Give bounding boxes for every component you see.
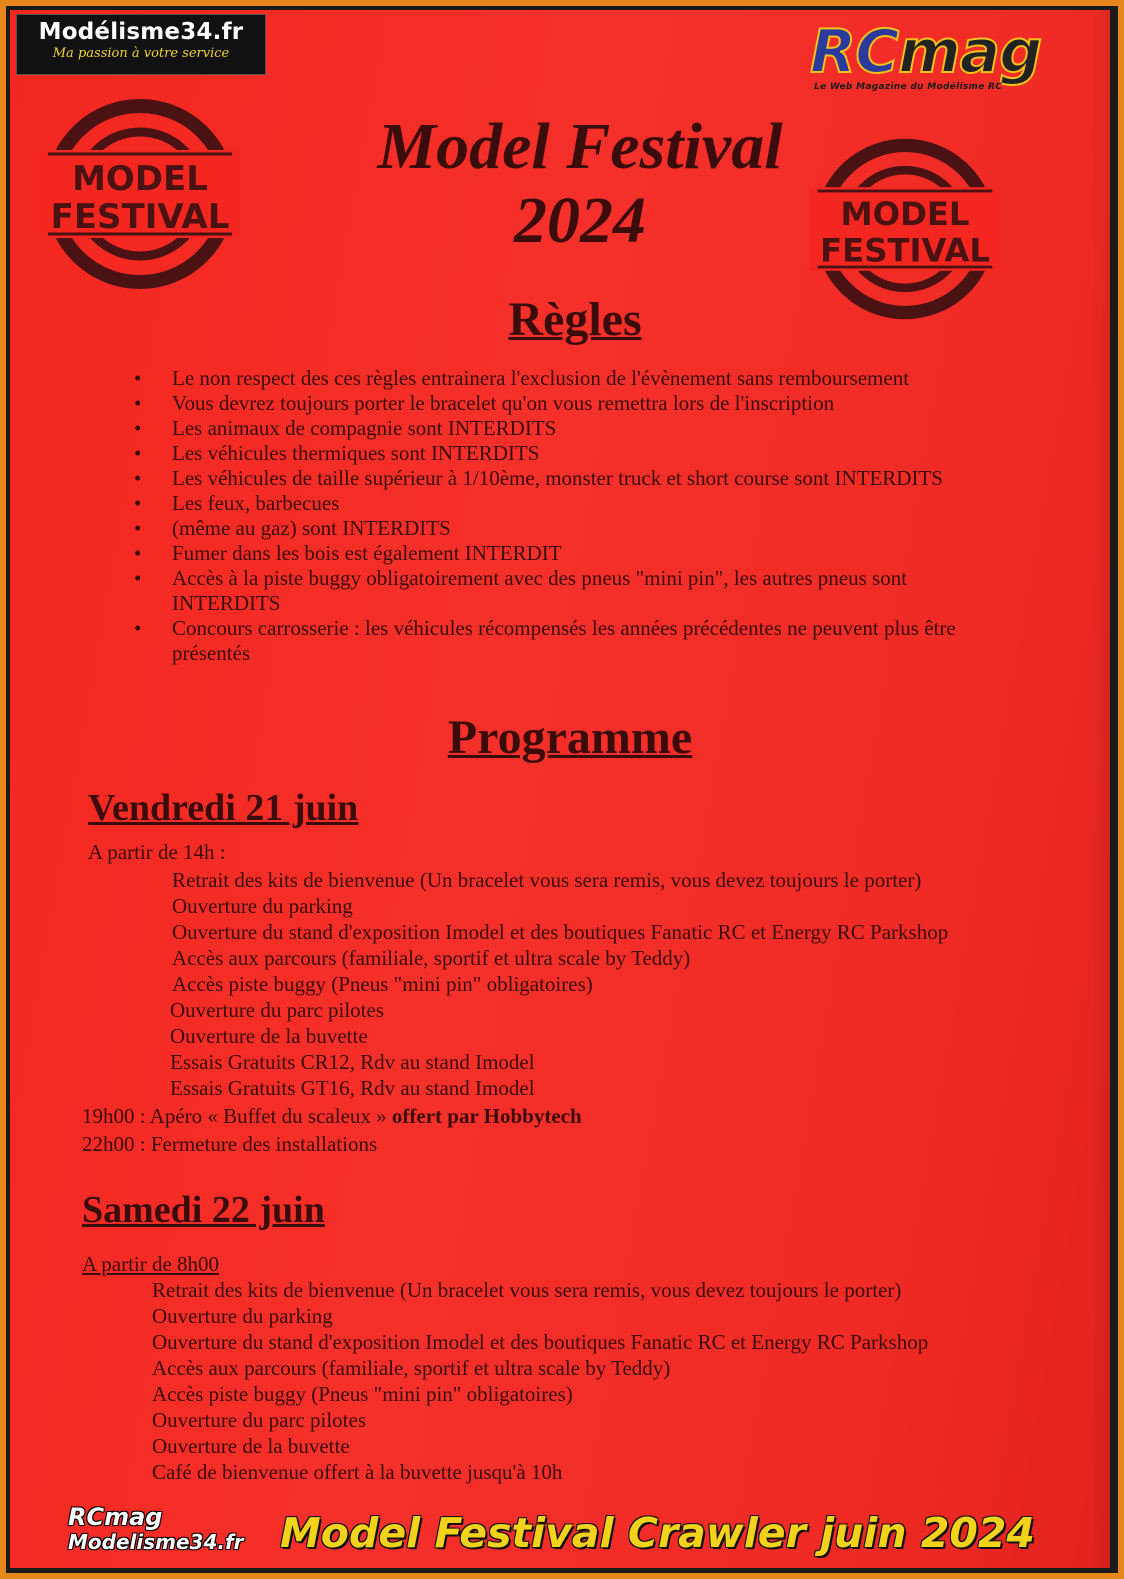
list-item: Ouverture de la buvette	[170, 1024, 368, 1048]
list-item: • (même au gaz) sont INTERDITS	[134, 516, 451, 540]
programme-heading: Programme	[447, 711, 693, 764]
saturday-start: A partir de 8h00	[82, 1252, 220, 1276]
site-badge-name: Modélisme34.fr	[38, 19, 244, 45]
list-item: Ouverture du parc pilotes	[170, 998, 385, 1022]
list-item: Ouverture du parc pilotes	[152, 1408, 367, 1432]
friday-apero: 19h00 : Apéro « Buffet du scaleux » offert par Hobbytech	[82, 1104, 582, 1128]
friday-start: A partir de 14h :	[88, 840, 226, 864]
stamp-left-line2: FESTIVAL	[50, 197, 230, 237]
rcmag-logo-mag: mag	[898, 17, 1042, 87]
list-item: Essais Gratuits CR12, Rdv au stand Imodel	[170, 1050, 535, 1074]
stamp-left-line1: MODEL	[72, 159, 208, 199]
footer-brand-logo	[68, 1504, 268, 1554]
poster-title-line2: 2024	[514, 184, 646, 257]
list-item: • Concours carrosserie : les véhicules récompensés les années précédentes ne peuvent plus être présentés	[134, 616, 956, 665]
footer-brand-line2: Modelisme34.fr	[68, 1530, 244, 1554]
list-item: Ouverture du parking	[172, 894, 353, 918]
list-item: • Les feux, barbecues	[134, 491, 340, 515]
footer-caption: Model Festival Crawler juin 2024	[280, 1509, 1035, 1557]
stamp-right-line1: MODEL	[840, 195, 970, 234]
rules-heading: Règles	[508, 293, 642, 346]
list-item: • Les véhicules de taille supérieur à 1/10ème, monster truck et short course sont INTERDITS	[134, 466, 943, 490]
rules-list	[130, 366, 1010, 666]
list-item: • Vous devrez toujours porter le bracelet qu'on vous remettra lors de l'inscription	[134, 391, 835, 415]
list-item: • Le non respect des ces règles entrainera l'exclusion de l'évènement sans remboursement	[134, 366, 910, 390]
paper-shadow	[1090, 10, 1110, 1568]
list-item: Accès piste buggy (Pneus "mini pin" obligatoires)	[152, 1382, 573, 1406]
friday-closing: 22h00 : Fermeture des installations	[82, 1132, 378, 1156]
list-item: Café de bienvenue offert à la buvette jusqu'à 10h	[152, 1460, 563, 1484]
list-item: • Fumer dans les bois est également INTERDIT	[134, 541, 562, 565]
modelisme34-logo	[16, 14, 266, 75]
list-item: Accès piste buggy (Pneus "mini pin" obligatoires)	[172, 972, 593, 996]
list-item: Accès aux parcours (familiale, sportif et ultra scale by Teddy)	[172, 946, 691, 970]
rcmag-logo-subtitle: Le Web Magazine du Modélisme RC	[814, 82, 1003, 92]
list-item: Ouverture du stand d'exposition Imodel et des boutiques Fanatic RC et Energy RC Parkshop	[172, 920, 949, 944]
list-item: Retrait des kits de bienvenue (Un bracelet vous sera remis, vous devez toujours le porter)	[172, 868, 922, 892]
stamp-right-line2: FESTIVAL	[820, 231, 990, 270]
footer-brand-line1: RCmag	[68, 1503, 163, 1531]
poster-title	[310, 110, 850, 258]
list-item: Ouverture du parking	[152, 1304, 333, 1328]
list-item: • Les animaux de compagnie sont INTERDITS	[134, 416, 557, 440]
list-item: Ouverture du stand d'exposition Imodel et des boutiques Fanatic RC et Energy RC Parkshop	[152, 1330, 929, 1354]
list-item: Retrait des kits de bienvenue (Un bracelet vous sera remis, vous devez toujours le porter)	[152, 1278, 902, 1302]
friday-heading: Vendredi 21 juin	[88, 787, 359, 829]
model-festival-stamp-left	[40, 94, 240, 294]
footer-watermark	[10, 1500, 1110, 1568]
poster-title-line1: Model Festival	[377, 110, 783, 183]
saturday-heading: Samedi 22 juin	[82, 1189, 325, 1231]
site-badge-tagline: Ma passion à votre service	[52, 46, 230, 61]
list-item: • Accès à la piste buggy obligatoirement avec des pneus "mini pin", les autres pneus sont INTERDITS	[134, 566, 908, 615]
rcmag-logo-rc: RC	[810, 17, 899, 87]
list-item: Accès aux parcours (familiale, sportif et ultra scale by Teddy)	[152, 1356, 671, 1380]
list-item: Ouverture de la buvette	[152, 1434, 350, 1458]
poster-paper	[10, 10, 1110, 1568]
list-item: • Les véhicules thermiques sont INTERDITS	[134, 441, 540, 465]
list-item: Essais Gratuits GT16, Rdv au stand Imodel	[170, 1076, 535, 1100]
rcmag-logo	[810, 17, 1100, 94]
